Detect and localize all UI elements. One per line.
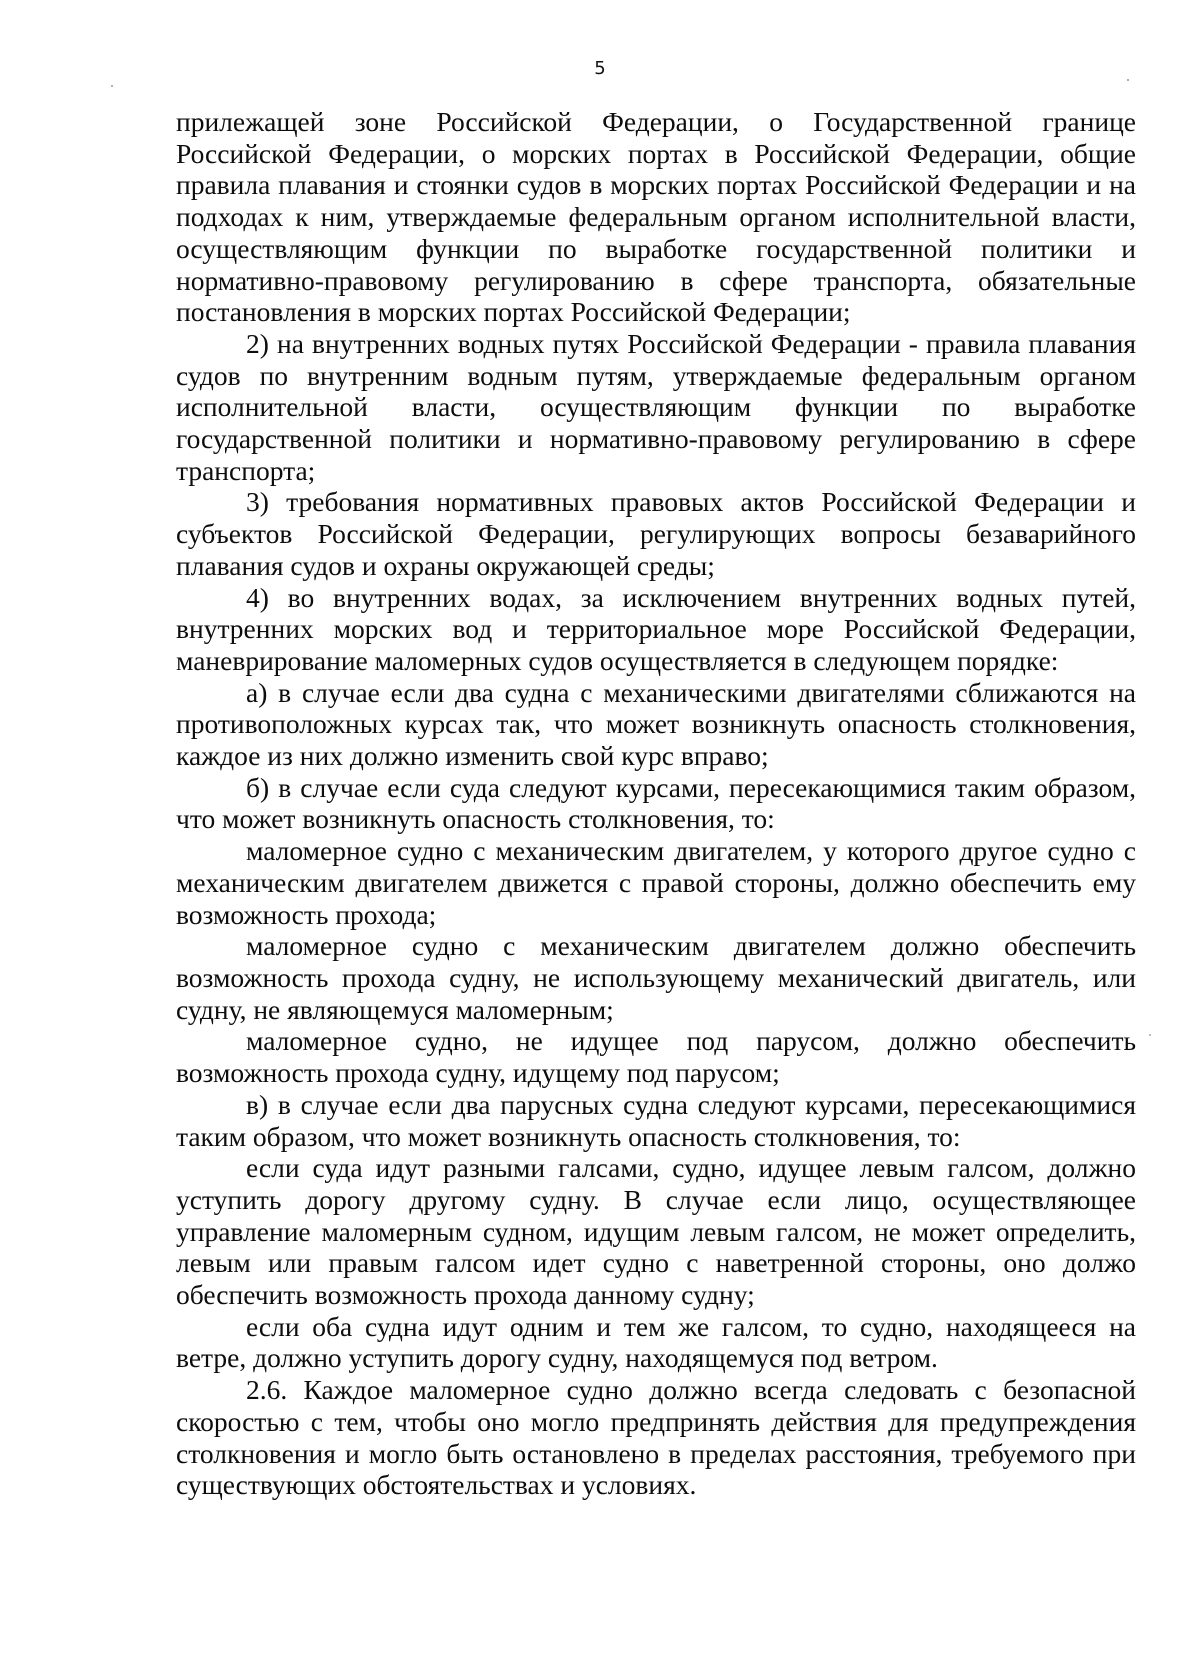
document-body: [176, 106, 1136, 1501]
paragraph: 2) на внутренних водных путях Российской Федерации - правила плавания судов по внутренним водным путям, утверждаемые федеральным органом исполнительной власти, осуществляющим функции по выработке государственной политики и нормативно-правовому регулированию в сфере транспорта;: [176, 327, 1136, 486]
paragraph: если суда идут разными галсами, судно, идущее левым галсом, должно уступить дорогу другому судну. В случае если лицо, осуществляющее управление маломерным судном, идущим левым галсом, не может определить, левым или правым галсом идет судно с наветренной стороны, оно должо обеспечить возможность прохода данному судну;: [176, 1152, 1136, 1311]
paragraph: маломерное судно с механическим двигателем, у которого другое судно с механическим двигателем движется с правой стороны, должно обеспечить ему возможность прохода;: [176, 835, 1136, 930]
scan-speck: [1149, 1034, 1151, 1036]
paragraph: в) в случае если два парусных судна следуют курсами, пересекающимися таким образом, что может возникнуть опасность столкновения, то:: [176, 1088, 1136, 1152]
paragraph: 3) требования нормативных правовых актов Российской Федерации и субъектов Российской Федерации, регулирующих вопросы безаварийного плавания судов и охраны окружающей среды;: [176, 486, 1136, 581]
scan-speck: [1127, 79, 1129, 81]
paragraph: 4) во внутренних водах, за исключением внутренних водных путей, внутренних морских вод и территориальное море Российской Федерации, маневрирование маломерных судов осуществляется в следующем порядке:: [176, 581, 1136, 676]
paragraph: 2.6. Каждое маломерное судно должно всегда следовать с безопасной скоростью с тем, чтобы оно могло предпринять действия для предупреждения столкновения и могло быть остановлено в пределах расстояния, требуемого при существующих обстоятельствах и условиях.: [176, 1374, 1136, 1501]
paragraph: если оба судна идут одним и тем же галсом, то судно, находящееся на ветре, должно уступить дорогу судну, находящемуся под ветром.: [176, 1310, 1136, 1374]
page-number: 5: [594, 58, 606, 79]
paragraph: б) в случае если суда следуют курсами, пересекающимися таким образом, что может возникнуть опасность столкновения, то:: [176, 771, 1136, 835]
paragraph: маломерное судно с механическим двигателем должно обеспечить возможность прохода судну, не использующему механический двигатель, или судну, не являющемуся маломерным;: [176, 930, 1136, 1025]
paragraph: маломерное судно, не идущее под парусом, должно обеспечить возможность прохода судну, идущему под парусом;: [176, 1025, 1136, 1089]
paragraph: прилежащей зоне Российской Федерации, о Государственной границе Российской Федерации, о морских портах в Российской Федерации, общие правила плавания и стоянки судов в морских портах Российской Федерации и на подходах к ним, утверждаемые федеральным органом исполнительной власти, осуществляющим функции по выработке государственной политики и нормативно-правовому регулированию в сфере транспорта, обязательные постановления в морских портах Российской Федерации;: [176, 106, 1136, 328]
scan-speck: [111, 85, 113, 87]
paragraph: а) в случае если два судна с механическими двигателями сближаются на противоположных курсах так, что может возникнуть опасность столкновения, каждое из них должно изменить свой курс вправо;: [176, 676, 1136, 772]
